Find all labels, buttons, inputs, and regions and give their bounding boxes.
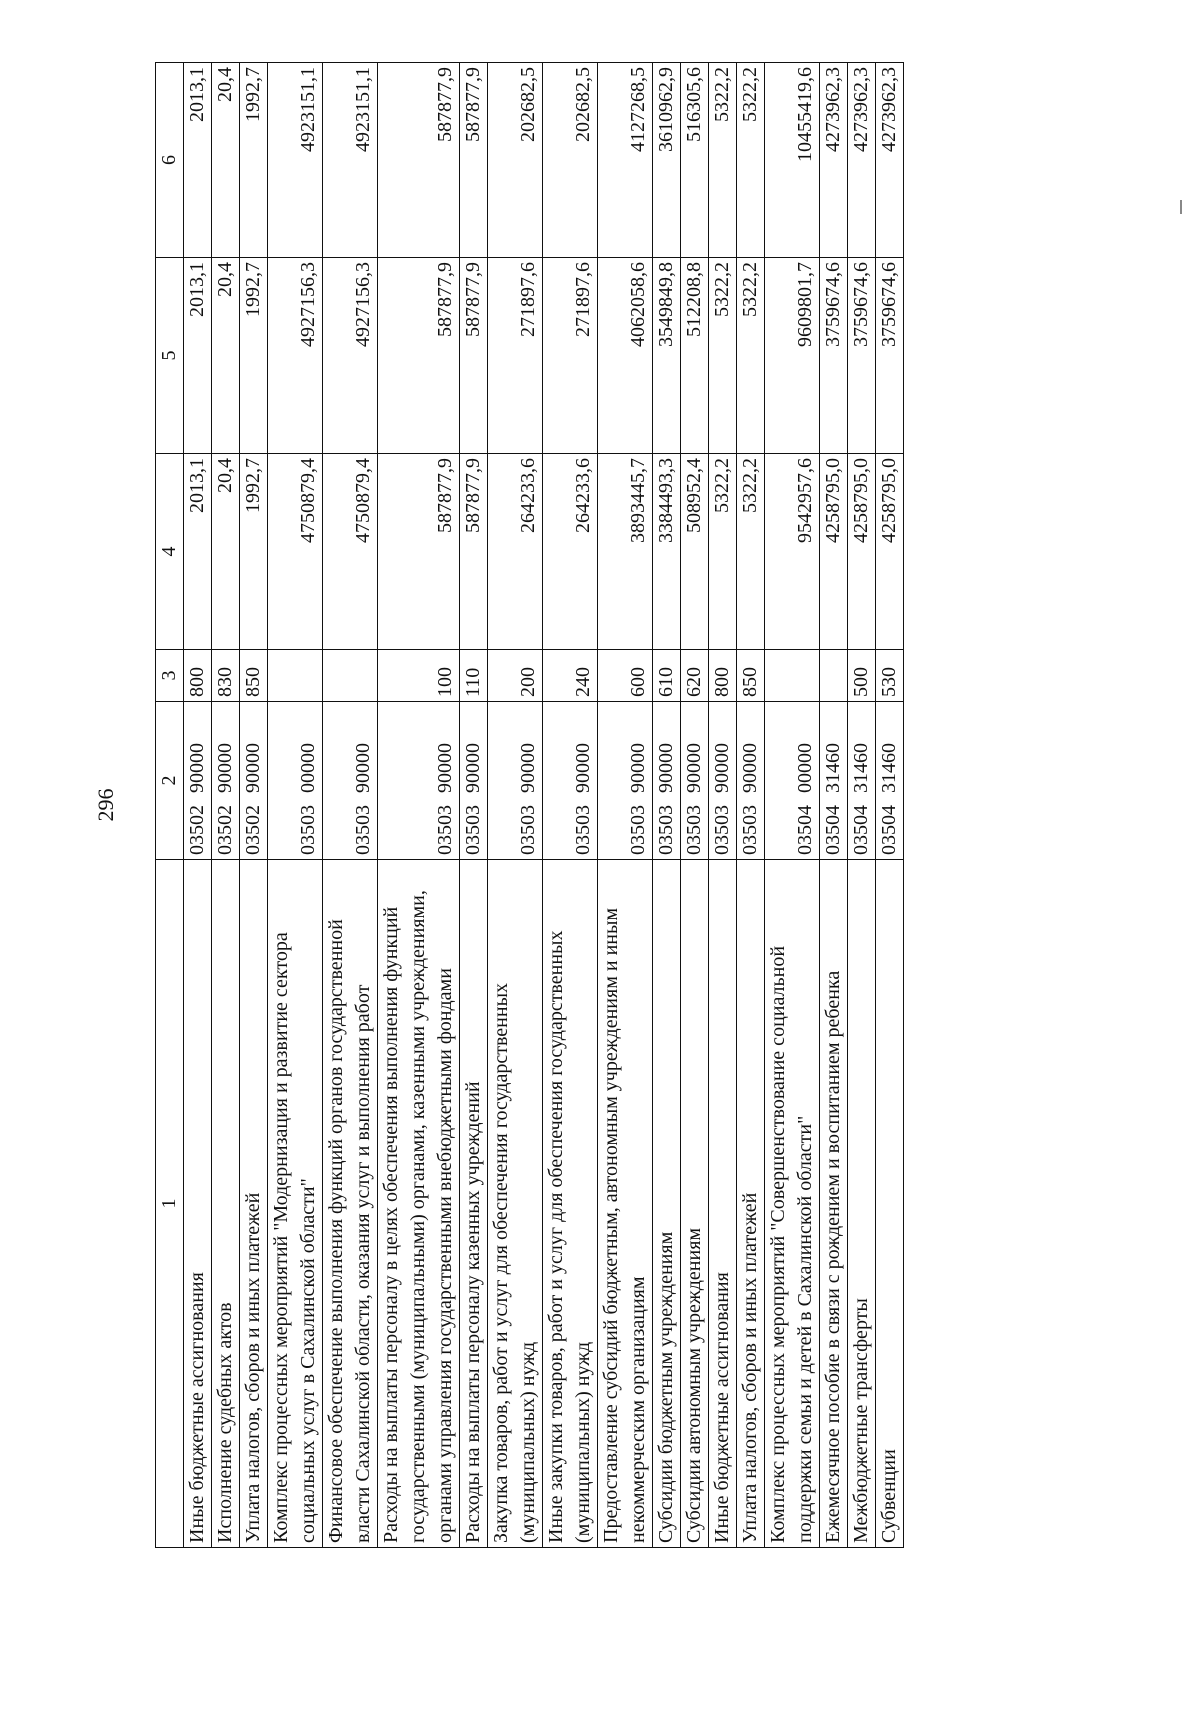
code-program: 03503: [352, 805, 374, 855]
code-program: 03504: [878, 805, 900, 855]
code-direction: 90000: [655, 743, 677, 793]
table-row: [460, 63, 488, 1548]
row-code: [268, 702, 323, 860]
row-value-col4: 5322,2: [737, 454, 765, 650]
row-value-col5: 4927156,3: [323, 258, 378, 454]
table-body: [184, 63, 904, 1548]
row-expense-type: 530: [876, 650, 904, 702]
row-expense-type: 620: [681, 650, 709, 702]
row-value-col4: 3893445,7: [598, 454, 653, 650]
row-value-col6: 10455419,6: [765, 63, 820, 258]
row-value-col6: 4273962,3: [876, 63, 904, 258]
row-value-col5: 2013,1: [184, 258, 212, 454]
row-code: [323, 702, 378, 860]
table-row: [184, 63, 212, 1548]
row-name: Ежемесячное пособие в связи с рождением и воспитанием ребенка: [820, 860, 848, 1548]
table-row: [653, 63, 681, 1548]
row-name: Уплата налогов, сборов и иных платежей: [240, 860, 268, 1548]
row-value-col4: 4258795,0: [848, 454, 876, 650]
row-value-col4: 2013,1: [184, 454, 212, 650]
row-expense-type: 850: [737, 650, 765, 702]
budget-table: [155, 62, 904, 1548]
code-program: 03503: [739, 805, 761, 855]
row-value-col6: 587877,9: [460, 63, 488, 258]
column-header: 2: [156, 702, 184, 860]
row-name: Субсидии автономным учреждениям: [681, 860, 709, 1548]
scan-mark: [1180, 200, 1182, 214]
table-row: [543, 63, 598, 1548]
code-direction: 90000: [739, 743, 761, 793]
row-name: Расходы на выплаты персоналу в целях обеспечения выполнения функций государственными (муниципальными) органами, казенными учреждениями, органами управления государственными внебюджетными фондами: [378, 860, 460, 1548]
row-name: Иные бюджетные ассигнования: [184, 860, 212, 1548]
row-expense-type: [820, 650, 848, 702]
table-row: [709, 63, 737, 1548]
row-code: [737, 702, 765, 860]
row-value-col5: 5322,2: [709, 258, 737, 454]
row-name: Субвенции: [876, 860, 904, 1548]
row-value-col4: 5322,2: [709, 454, 737, 650]
code-program: 03503: [434, 805, 456, 855]
row-value-col4: 3384493,3: [653, 454, 681, 650]
table-row: [323, 63, 378, 1548]
row-value-col5: 9609801,7: [765, 258, 820, 454]
row-value-col6: 516305,6: [681, 63, 709, 258]
row-code: [598, 702, 653, 860]
code-direction: 90000: [462, 743, 484, 793]
row-value-col5: 20,4: [212, 258, 240, 454]
row-value-col5: 4927156,3: [268, 258, 323, 454]
row-code: [681, 702, 709, 860]
row-name: Предоставление субсидий бюджетным, автономным учреждениям и иным некоммерческим организациям: [598, 860, 653, 1548]
row-expense-type: 200: [488, 650, 543, 702]
code-program: 03503: [711, 805, 733, 855]
row-value-col4: 9542957,6: [765, 454, 820, 650]
row-expense-type: 600: [598, 650, 653, 702]
row-code: [709, 702, 737, 860]
row-value-col6: 5322,2: [709, 63, 737, 258]
row-value-col6: 587877,9: [378, 63, 460, 258]
code-direction: 90000: [186, 743, 208, 793]
row-expense-type: 830: [212, 650, 240, 702]
row-value-col6: 202682,5: [488, 63, 543, 258]
code-direction: 90000: [517, 743, 539, 793]
row-expense-type: 800: [709, 650, 737, 702]
code-program: 03504: [794, 805, 816, 855]
code-direction: 90000: [627, 743, 649, 793]
row-code: [876, 702, 904, 860]
row-expense-type: 800: [184, 650, 212, 702]
table-row: [681, 63, 709, 1548]
code-program: 03503: [572, 805, 594, 855]
row-value-col5: 3759674,6: [848, 258, 876, 454]
row-value-col4: 587877,9: [378, 454, 460, 650]
row-name: Иные бюджетные ассигнования: [709, 860, 737, 1548]
row-code: [848, 702, 876, 860]
column-header: 1: [156, 860, 184, 1548]
row-value-col4: 1992,7: [240, 454, 268, 650]
table-row: [268, 63, 323, 1548]
table-row: [820, 63, 848, 1548]
row-value-col5: 3759674,6: [820, 258, 848, 454]
row-name: Иные закупки товаров, работ и услуг для обеспечения государственных (муниципальных) нужд: [543, 860, 598, 1548]
row-value-col4: 508952,4: [681, 454, 709, 650]
row-code: [820, 702, 848, 860]
code-direction: 31460: [878, 743, 900, 793]
row-code: [240, 702, 268, 860]
code-program: 03502: [242, 805, 264, 855]
row-value-col6: 4923151,1: [268, 63, 323, 258]
row-value-col4: 264233,6: [488, 454, 543, 650]
code-program: 03503: [683, 805, 705, 855]
table-row: [598, 63, 653, 1548]
row-value-col5: 512208,8: [681, 258, 709, 454]
code-direction: 00000: [794, 743, 816, 793]
row-value-col6: 202682,5: [543, 63, 598, 258]
code-program: 03503: [655, 805, 677, 855]
row-value-col6: 5322,2: [737, 63, 765, 258]
code-program: 03503: [517, 805, 539, 855]
row-name: Межбюджетные трансферты: [848, 860, 876, 1548]
row-value-col5: 1992,7: [240, 258, 268, 454]
code-program: 03503: [297, 805, 319, 855]
row-value-col6: 20,4: [212, 63, 240, 258]
row-value-col4: 20,4: [212, 454, 240, 650]
table-row: [488, 63, 543, 1548]
code-program: 03503: [462, 805, 484, 855]
row-value-col5: 5322,2: [737, 258, 765, 454]
row-value-col4: 4750879,4: [323, 454, 378, 650]
row-name: Комплекс процессных мероприятий "Совершенствование социальной поддержки семьи и детей в Сахалинской области": [765, 860, 820, 1548]
row-expense-type: 240: [543, 650, 598, 702]
row-code: [543, 702, 598, 860]
code-program: 03503: [627, 805, 649, 855]
code-program: 03504: [822, 805, 844, 855]
row-value-col5: 271897,6: [543, 258, 598, 454]
row-expense-type: [323, 650, 378, 702]
row-expense-type: 850: [240, 650, 268, 702]
column-header: 4: [156, 454, 184, 650]
row-value-col6: 4127268,5: [598, 63, 653, 258]
row-expense-type: [765, 650, 820, 702]
row-name: Финансовое обеспечение выполнения функций органов государственной власти Сахалинской области, оказания услуг и выполнения работ: [323, 860, 378, 1548]
code-direction: 31460: [822, 743, 844, 793]
row-expense-type: 110: [460, 650, 488, 702]
code-program: 03502: [186, 805, 208, 855]
code-direction: 90000: [683, 743, 705, 793]
row-code: [378, 702, 460, 860]
column-header: 5: [156, 258, 184, 454]
table-row: [378, 63, 460, 1548]
rotated-table-wrapper: [155, 63, 904, 1548]
row-value-col5: 587877,9: [378, 258, 460, 454]
row-value-col4: 4750879,4: [268, 454, 323, 650]
row-expense-type: 610: [653, 650, 681, 702]
row-value-col5: 3759674,6: [876, 258, 904, 454]
row-name: Расходы на выплаты персоналу казенных учреждений: [460, 860, 488, 1548]
table-row: [765, 63, 820, 1548]
row-name: Комплекс процессных мероприятий "Модернизация и развитие сектора социальных услуг в Сахалинской области": [268, 860, 323, 1548]
row-code: [212, 702, 240, 860]
code-direction: 90000: [572, 743, 594, 793]
page-number: 296: [93, 788, 118, 822]
row-value-col5: 587877,9: [460, 258, 488, 454]
row-value-col6: 1992,7: [240, 63, 268, 258]
row-value-col4: 587877,9: [460, 454, 488, 650]
row-name: Закупка товаров, работ и услуг для обеспечения государственных (муниципальных) нужд: [488, 860, 543, 1548]
table-row: [848, 63, 876, 1548]
code-direction: 90000: [434, 743, 456, 793]
table-row: [240, 63, 268, 1548]
column-header: 3: [156, 650, 184, 702]
row-value-col5: 3549849,8: [653, 258, 681, 454]
code-direction: 90000: [214, 743, 236, 793]
row-code: [765, 702, 820, 860]
column-header: 6: [156, 63, 184, 258]
row-code: [488, 702, 543, 860]
row-value-col6: 4273962,3: [848, 63, 876, 258]
code-direction: 90000: [242, 743, 264, 793]
row-code: [184, 702, 212, 860]
row-value-col6: 4273962,3: [820, 63, 848, 258]
table-header-row: [156, 63, 184, 1548]
row-value-col4: 4258795,0: [876, 454, 904, 650]
row-code: [460, 702, 488, 860]
row-expense-type: [268, 650, 323, 702]
row-value-col4: 264233,6: [543, 454, 598, 650]
row-value-col6: 4923151,1: [323, 63, 378, 258]
code-program: 03504: [850, 805, 872, 855]
row-value-col4: 4258795,0: [820, 454, 848, 650]
code-direction: 31460: [850, 743, 872, 793]
row-value-col5: 271897,6: [488, 258, 543, 454]
row-value-col6: 3610962,9: [653, 63, 681, 258]
row-value-col5: 4062058,6: [598, 258, 653, 454]
code-direction: 00000: [297, 743, 319, 793]
code-direction: 90000: [352, 743, 374, 793]
row-code: [653, 702, 681, 860]
row-expense-type: 500: [848, 650, 876, 702]
row-name: Исполнение судебных актов: [212, 860, 240, 1548]
table-row: [876, 63, 904, 1548]
code-direction: 90000: [711, 743, 733, 793]
row-name: Субсидии бюджетным учреждениям: [653, 860, 681, 1548]
row-name: Уплата налогов, сборов и иных платежей: [737, 860, 765, 1548]
code-program: 03502: [214, 805, 236, 855]
row-expense-type: 100: [378, 650, 460, 702]
table-row: [212, 63, 240, 1548]
table-row: [737, 63, 765, 1548]
row-value-col6: 2013,1: [184, 63, 212, 258]
